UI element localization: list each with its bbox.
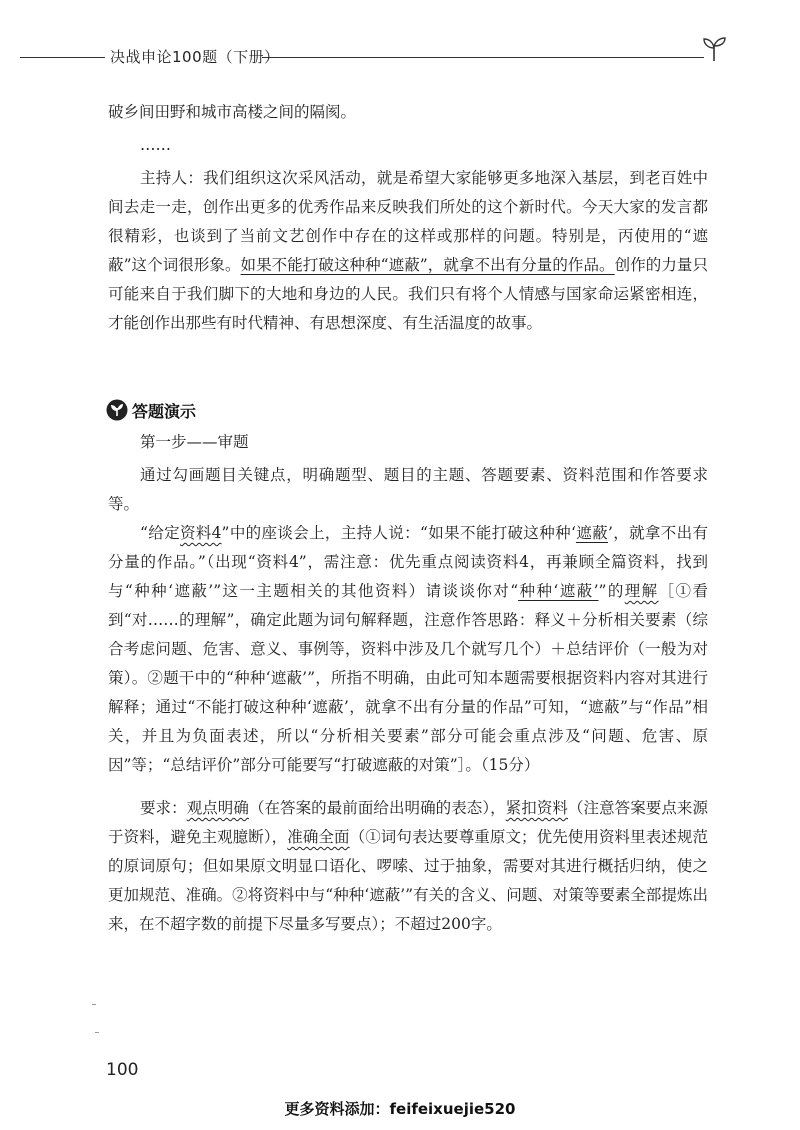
analysis-material-ref: 资料4 bbox=[179, 524, 222, 542]
analysis-open: “给定 bbox=[140, 524, 180, 542]
req-keyword-2: 紧扣资料 bbox=[505, 799, 568, 817]
host-paragraph bbox=[108, 164, 708, 338]
answer-demo-block bbox=[108, 428, 708, 939]
passage bbox=[108, 98, 708, 338]
sprout-icon bbox=[702, 36, 726, 62]
passage-ellipsis: …… bbox=[140, 136, 171, 154]
section-heading bbox=[106, 398, 196, 422]
req-lead: 要求： bbox=[140, 799, 187, 817]
req-text-3: （①词句表达要尊重原文；优先使用资料里表述规范的原词原句；但如果原文明显口语化、啰嗦、过于抽象，需要对其进行概括归纳，使之更加规范、准确。②将资料中与“种种‘遮蔽’”有关的含义、问题、对策等要素全部提炼出来，在不超字数的前提下尽量多写要点）；不超过200字。 bbox=[108, 828, 708, 933]
running-header bbox=[0, 36, 800, 70]
host-text-underlined: 如果不能打破这种种“遮蔽”，就拿不出有分量的作品。 bbox=[240, 256, 615, 274]
req-text-1: （在答案的最前面给出明确的表态）， bbox=[248, 799, 506, 817]
req-keyword-1: 观点明确 bbox=[186, 799, 249, 817]
req-keyword-3: 准确全面 bbox=[287, 828, 350, 846]
analysis-mid2: ’，就拿不出有分量的作品。”（出现“资料4”，需注意：优先重点阅读资料4，再兼顾全篇资料，找到与“种种‘遮蔽’”这一主题相关的其他资料）请谈谈你对“ bbox=[108, 524, 708, 600]
analysis-zhebi: 遮蔽 bbox=[575, 524, 608, 542]
page-number: 100 bbox=[106, 1060, 139, 1080]
analysis-understand: 理解 bbox=[624, 582, 659, 600]
intro-paragraph: 通过勾画题目关键点，明确题型、题目的主题、答题要素、资料范围和作答要求等。 bbox=[108, 466, 708, 513]
analysis-paragraph bbox=[108, 519, 708, 780]
analysis-rest: ［①看到“对……的理解”，确定此题为词句解释题，注意作答思路：释义＋分析相关要素（综合考虑问题、危害、意义、事例等，资料中涉及几个就写几个）＋总结评价（一般为对策）。②题干中的“种种‘遮蔽’”，所指不明确，由此可知本题需要根据资料内容对其进行解释；通过“不能打破这种种‘遮蔽’，就拿不出有分量的作品”可知，“遮蔽”与“作品”相关，并且为负面表述，所以“分析相关要素”部分可能会重点涉及“问题、危害、原因”等；“总结评价”部分可能要写“打破遮蔽的对策”］。（15分） bbox=[108, 582, 708, 774]
scan-speck bbox=[95, 1032, 99, 1033]
scan-speck bbox=[92, 1004, 96, 1005]
analysis-mid3: ”的 bbox=[598, 582, 625, 600]
req-text-2: （注意答案要点来源于资料，避免主观臆断）， bbox=[108, 799, 708, 846]
section-heading-text: 答题演示 bbox=[132, 401, 197, 421]
leaf-badge-icon bbox=[106, 399, 128, 421]
requirements-paragraph bbox=[108, 794, 708, 939]
step-title: 第一步——审题 bbox=[140, 433, 249, 451]
analysis-phrase: 种种‘遮蔽’ bbox=[518, 582, 599, 600]
passage-line-continuation: 破乡间田野和城市高楼之间的隔阂。 bbox=[108, 103, 357, 121]
book-title: 决战申论100题（下册） bbox=[110, 48, 280, 66]
footer-note: 更多资料添加：feifeixuejie520 bbox=[284, 1100, 516, 1118]
host-text-before: 主持人：我们组织这次采风活动，就是希望大家能够更多地深入基层，到老百姓中间去走一走，创作出更多的优秀作品来反映我们所处的这个新时代。今天大家的发言都很精彩，也谈到了当前文艺创作中存在的这样或那样的问题。特别是，丙使用的“遮蔽”这个词很形象。 bbox=[108, 169, 708, 274]
host-text-after: 创作的力量只可能来自于我们脚下的大地和身边的人民。我们只有将个人情感与国家命运紧密相连，才能创作出那些有时代精神、有思想深度、有生活温度的故事。 bbox=[108, 256, 708, 332]
header-rule-left bbox=[20, 57, 105, 58]
analysis-mid1: ”中的座谈会上，主持人说：“如果不能打破这种种‘ bbox=[221, 524, 576, 542]
header-rule-right bbox=[262, 57, 704, 58]
